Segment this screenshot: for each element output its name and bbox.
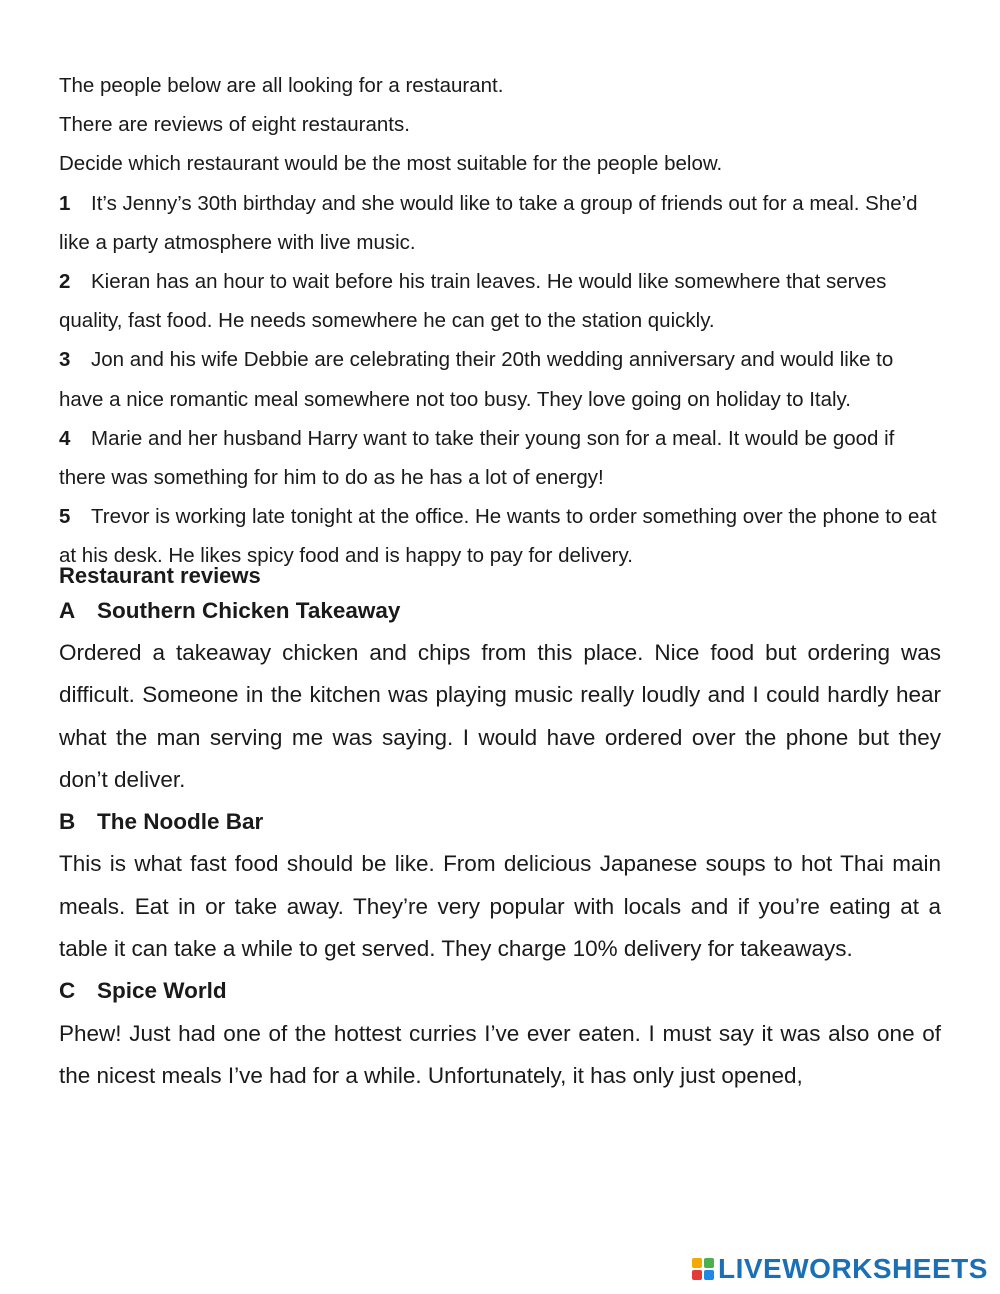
worksheet-page: [59, 66, 941, 1097]
item-number: 2: [59, 270, 71, 294]
review-heading: [59, 590, 941, 632]
restaurant-name: Spice World: [97, 978, 227, 1004]
item-text: Jon and his wife Debbie are celebrating their 20th wedding anniversary and would like to have a nice romantic meal somewhere not too busy. They love going on holiday to Italy.: [59, 348, 894, 411]
review-c: [59, 970, 941, 1097]
item-number: 3: [59, 348, 71, 372]
item-number: 4: [59, 426, 71, 450]
people-list: [59, 184, 941, 576]
review-text: Ordered a takeaway chicken and chips from this place. Nice food but ordering was difficult. Someone in the kitchen was playing music really loudly and I could hardly hear what the man serving me was saying. I would have ordered over the phone but they don’t deliver.: [59, 639, 941, 792]
person-item: [59, 340, 941, 418]
review-letter: C: [59, 978, 76, 1004]
review-text: This is what fast food should be like. From delicious Japanese soups to hot Thai main meals. Eat in or take away. They’re very popular with locals and if you’re eating at a table it can take a while to get served. They charge 10% delivery for takeaways.: [59, 851, 941, 962]
liveworksheets-logo: [692, 1254, 988, 1284]
person-item: [59, 419, 941, 497]
review-b: [59, 801, 941, 970]
item-text: Marie and her husband Harry want to take their young son for a meal. It would be good if there was something for him to do as he has a lot of energy!: [59, 426, 895, 490]
instruction-line: The people below are all looking for a restaurant.: [59, 74, 504, 97]
reviews-list: [59, 590, 941, 1098]
restaurant-name: The Noodle Bar: [97, 809, 264, 835]
person-item: [59, 262, 941, 340]
item-text: Kieran has an hour to wait before his train leaves. He would like somewhere that serves quality, fast food. He needs somewhere he can get to the station quickly.: [59, 270, 887, 333]
item-text: It’s Jenny’s 30th birthday and she would like to take a group of friends out for a meal. She’d like a party atmosphere with live music.: [59, 191, 918, 254]
logo-blocks-icon: [692, 1258, 714, 1280]
review-letter: A: [59, 597, 76, 623]
review-heading: [59, 970, 941, 1012]
instructions: [59, 66, 941, 184]
review-heading: [59, 801, 941, 843]
reviews-heading: Restaurant reviews: [59, 562, 261, 588]
person-item: [59, 184, 941, 262]
restaurant-name: Southern Chicken Takeaway: [97, 597, 401, 623]
review-a: [59, 590, 941, 801]
item-text: Trevor is working late tonight at the office. He wants to order something over the phone to eat at his desk. He likes spicy food and is happy to pay for delivery.: [59, 505, 937, 568]
item-number: 5: [59, 505, 71, 529]
instruction-line: Decide which restaurant would be the most suitable for the people below.: [59, 152, 723, 176]
review-letter: B: [59, 809, 76, 835]
logo-text: LIVEWORKSHEETS: [718, 1253, 988, 1284]
item-number: 1: [59, 191, 71, 215]
instruction-line: There are reviews of eight restaurants.: [59, 113, 410, 137]
review-text: Phew! Just had one of the hottest curries I’ve ever eaten. I must say it was also one of the nicest meals I’ve had for a while. Unfortunately, it has only just opened,: [59, 1020, 941, 1088]
